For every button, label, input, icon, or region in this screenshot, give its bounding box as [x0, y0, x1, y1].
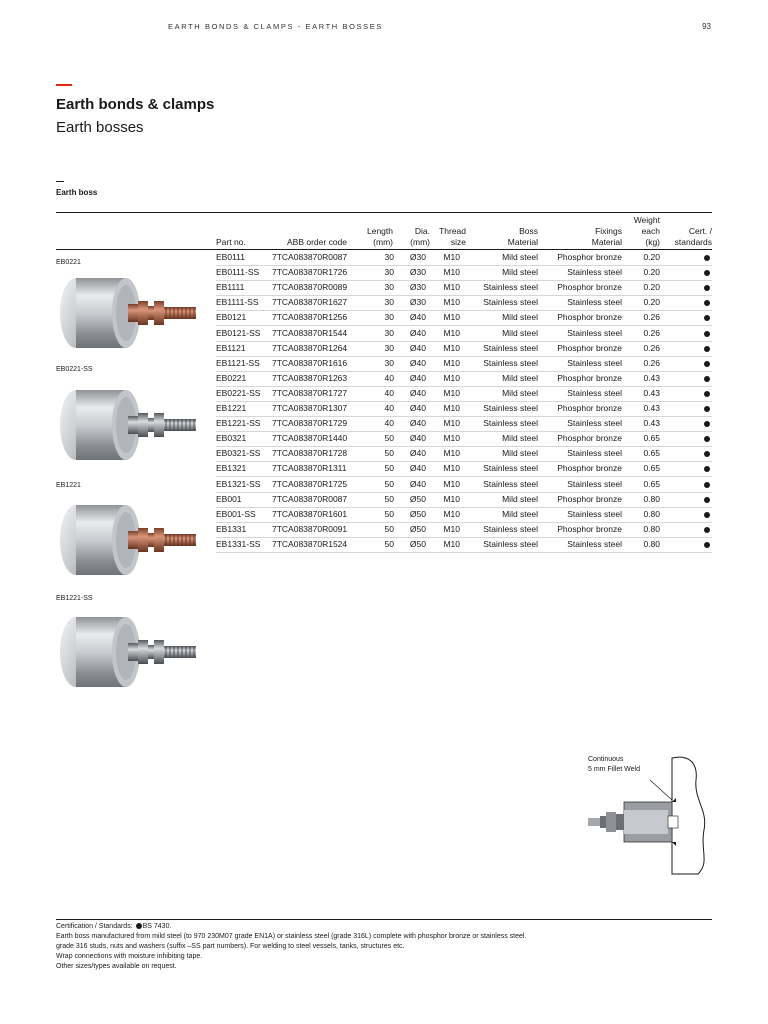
cell-fixings-material: Phosphor bronze	[557, 252, 622, 262]
cell-abb-order-code: 7TCA083870R1544	[272, 327, 348, 338]
cell-abb-order-code: 7TCA083870R0089	[272, 282, 348, 293]
section-dash	[56, 181, 64, 182]
cert-dot-icon	[704, 361, 712, 367]
cert-dot-icon	[704, 406, 712, 412]
earth-boss-bronze-image	[54, 268, 204, 358]
cert-dot-icon	[704, 285, 712, 291]
table-row	[216, 492, 712, 508]
cell-part-no: EB1331-SS	[216, 538, 261, 549]
footer-line: Earth boss manufactured from mild steel (to 970 230M07 grade EN1A) or stainless steel (grade 316L) complete with phosphor bronze or stainless steel.	[56, 933, 527, 940]
cell-part-no: EB0121	[216, 312, 247, 323]
cell-thread-size: M10	[443, 508, 460, 519]
cell-fixings-material: Phosphor bronze	[557, 342, 622, 353]
table-row	[216, 522, 712, 538]
cell-thread-size: M10	[443, 403, 460, 413]
cell-boss-material: Stainless steel	[483, 282, 538, 293]
cell-diameter: Ø50	[409, 508, 426, 519]
cell-part-no: EB0221-SS	[216, 387, 261, 398]
cell-weight: 0.43	[643, 387, 660, 398]
cert-dot-icon	[704, 527, 712, 533]
cell-thread-size: M10	[443, 493, 460, 504]
cell-weight: 0.80	[643, 508, 660, 519]
cell-weight: 0.26	[643, 357, 660, 368]
cell-abb-order-code: 7TCA083870R1307	[272, 403, 348, 413]
cell-fixings-material: Stainless steel	[567, 508, 622, 519]
cell-fixings-material: Phosphor bronze	[557, 282, 622, 293]
header-thread-2: size	[450, 237, 466, 247]
table-row	[216, 326, 712, 342]
cell-thread-size: M10	[443, 312, 460, 323]
cell-diameter: Ø40	[409, 433, 426, 444]
cell-weight: 0.43	[643, 418, 660, 429]
cell-thread-size: M10	[443, 418, 460, 429]
cell-length: 50	[384, 478, 394, 489]
cell-boss-material: Mild steel	[502, 372, 538, 383]
cell-diameter: Ø30	[409, 282, 426, 293]
cell-thread-size: M10	[443, 448, 460, 459]
cell-fixings-material: Phosphor bronze	[557, 523, 622, 534]
cell-weight: 0.20	[643, 282, 660, 293]
table-row	[216, 310, 712, 326]
cell-weight: 0.65	[643, 463, 660, 474]
cell-thread-size: M10	[443, 387, 460, 398]
cert-dot-icon	[704, 482, 712, 488]
cell-fixings-material: Stainless steel	[567, 478, 622, 489]
cert-dot-icon	[704, 542, 712, 548]
cell-part-no: EB1321-SS	[216, 478, 261, 489]
cell-length: 30	[384, 342, 394, 353]
table-row	[216, 446, 712, 462]
running-header: EARTH BONDS & CLAMPS - EARTH BOSSES	[168, 22, 383, 31]
cell-diameter: Ø40	[409, 357, 426, 368]
cell-length: 30	[384, 327, 394, 338]
cell-weight: 0.26	[643, 312, 660, 323]
cell-fixings-material: Phosphor bronze	[557, 493, 622, 504]
table-row	[216, 386, 712, 402]
cell-length: 30	[384, 252, 394, 262]
cell-boss-material: Stainless steel	[483, 297, 538, 308]
table-row	[216, 477, 712, 493]
cell-length: 40	[384, 372, 394, 383]
product-label: EB0221-SS	[56, 366, 93, 373]
cell-thread-size: M10	[443, 357, 460, 368]
cell-part-no: EB0111-SS	[216, 267, 260, 278]
cell-weight: 0.80	[643, 493, 660, 504]
cell-boss-material: Stainless steel	[483, 523, 538, 534]
cell-boss-material: Mild steel	[502, 493, 538, 504]
cell-length: 40	[384, 403, 394, 413]
cell-part-no: EB1221-SS	[216, 418, 261, 429]
cell-abb-order-code: 7TCA083870R1728	[272, 448, 348, 459]
cell-length: 30	[384, 267, 394, 278]
earth-boss-steel-image	[54, 380, 204, 470]
cell-weight: 0.43	[643, 372, 660, 383]
weld-label-line1: Continuous	[588, 756, 624, 763]
table-row	[216, 295, 712, 311]
cell-fixings-material: Phosphor bronze	[557, 463, 622, 474]
cert-dot-icon	[704, 512, 712, 518]
section-title: Earth boss	[56, 188, 98, 197]
cell-thread-size: M10	[443, 523, 460, 534]
footer-line: grade 316 studs, nuts and washers (suffix –SS part numbers). For welding to steel vessels, tanks, structures etc.	[56, 943, 405, 950]
cell-weight: 0.20	[643, 267, 660, 278]
cert-dot-icon	[704, 436, 712, 442]
cell-thread-size: M10	[443, 433, 460, 444]
cell-boss-material: Stainless steel	[483, 418, 538, 429]
cell-diameter: Ø40	[409, 403, 426, 413]
header-fixings-1: Fixings	[595, 226, 622, 236]
cell-part-no: EB0321	[216, 433, 247, 444]
cell-fixings-material: Phosphor bronze	[557, 433, 622, 444]
product-label: EB1221-SS	[56, 595, 93, 602]
cell-abb-order-code: 7TCA083870R0091	[272, 523, 348, 534]
header-cert-1: Cert. /	[688, 226, 712, 236]
accent-bar	[56, 84, 72, 86]
cell-part-no: EB001-SS	[216, 508, 256, 519]
cell-diameter: Ø40	[409, 372, 426, 383]
cell-thread-size: M10	[443, 252, 460, 262]
cert-dot-icon	[704, 255, 712, 261]
cert-dot-icon	[704, 451, 712, 457]
cell-abb-order-code: 7TCA083870R1440	[272, 433, 348, 444]
cell-part-no: EB0321-SS	[216, 448, 261, 459]
cell-diameter: Ø50	[409, 493, 426, 504]
cell-part-no: EB1221	[216, 403, 247, 413]
cell-thread-size: M10	[443, 282, 460, 293]
header-length-1: Length	[367, 226, 393, 236]
cell-part-no: EB0111	[216, 252, 245, 262]
cell-thread-size: M10	[443, 478, 460, 489]
cert-dot-icon	[704, 391, 712, 397]
table-row	[216, 265, 712, 281]
cell-length: 50	[384, 463, 394, 474]
cell-abb-order-code: 7TCA083870R1263	[272, 372, 348, 383]
header-boss-1: Boss	[519, 226, 538, 236]
cell-thread-size: M10	[443, 538, 460, 549]
cell-weight: 0.80	[643, 538, 660, 549]
cell-length: 50	[384, 523, 394, 534]
cell-weight: 0.80	[643, 523, 660, 534]
cell-boss-material: Mild steel	[502, 252, 538, 262]
cell-length: 50	[384, 448, 394, 459]
page-number: 93	[702, 22, 711, 31]
cell-fixings-material: Stainless steel	[567, 387, 622, 398]
cell-boss-material: Stainless steel	[483, 463, 538, 474]
cell-length: 50	[384, 493, 394, 504]
weld-label-line2: 5 mm Fillet Weld	[588, 766, 640, 773]
cell-diameter: Ø40	[409, 463, 426, 474]
cell-abb-order-code: 7TCA083870R1726	[272, 267, 348, 278]
cell-boss-material: Mild steel	[502, 433, 538, 444]
header-weight-3: (kg)	[645, 237, 660, 247]
cert-dot-icon	[704, 331, 712, 337]
cell-boss-material: Mild steel	[502, 312, 538, 323]
cell-boss-material: Stainless steel	[483, 403, 538, 413]
cell-abb-order-code: 7TCA083870R1627	[272, 297, 348, 308]
table-row	[216, 537, 712, 553]
header-length-2: (mm)	[373, 237, 393, 247]
table-row	[216, 280, 712, 296]
cell-diameter: Ø40	[409, 418, 426, 429]
footer-cert	[56, 923, 171, 930]
cell-abb-order-code: 7TCA083870R1256	[272, 312, 348, 323]
cell-diameter: Ø30	[409, 297, 426, 308]
cert-dot-icon	[704, 346, 712, 352]
cell-abb-order-code: 7TCA083870R1727	[272, 387, 348, 398]
cell-weight: 0.65	[643, 448, 660, 459]
table-row	[216, 416, 712, 432]
cell-part-no: EB1331	[216, 523, 247, 534]
cert-dot-icon	[704, 497, 712, 503]
cell-weight: 0.26	[643, 327, 660, 338]
cell-part-no: EB1321	[216, 463, 247, 474]
page-subtitle: Earth bosses	[56, 119, 144, 136]
cell-weight: 0.65	[643, 478, 660, 489]
cell-diameter: Ø40	[409, 327, 426, 338]
cell-part-no: EB0121-SS	[216, 327, 261, 338]
cell-boss-material: Mild steel	[502, 387, 538, 398]
cell-boss-material: Stainless steel	[483, 342, 538, 353]
header-fixings-2: Material	[591, 237, 622, 247]
header-part-no: Part no.	[216, 237, 246, 247]
product-label: EB1221	[56, 482, 81, 489]
cert-dot-icon	[704, 300, 712, 306]
cert-dot-icon	[704, 270, 712, 276]
cell-diameter: Ø40	[409, 312, 426, 323]
cell-diameter: Ø50	[409, 538, 426, 549]
cell-weight: 0.43	[643, 403, 660, 413]
cell-length: 30	[384, 297, 394, 308]
cell-diameter: Ø30	[409, 267, 426, 278]
cell-weight: 0.26	[643, 342, 660, 353]
cell-diameter: Ø40	[409, 478, 426, 489]
table-row	[216, 507, 712, 523]
weld-label	[588, 755, 640, 775]
cell-length: 50	[384, 508, 394, 519]
cell-weight: 0.20	[643, 252, 660, 262]
footer-rule	[56, 919, 712, 920]
table-top-rule	[56, 212, 712, 213]
product-label: EB0221	[56, 259, 81, 266]
header-abb-order-code: ABB order code	[287, 237, 348, 247]
earth-boss-bronze-image	[54, 495, 204, 585]
cell-abb-order-code: 7TCA083870R1729	[272, 418, 348, 429]
footer-line: Other sizes/types available on request.	[56, 963, 177, 970]
table-row	[216, 461, 712, 477]
cell-diameter: Ø30	[409, 252, 426, 262]
cell-abb-order-code: 7TCA083870R0087	[272, 252, 348, 262]
table-row	[216, 431, 712, 447]
cell-abb-order-code: 7TCA083870R0087	[272, 493, 348, 504]
header-dia-1: Dia.	[414, 226, 430, 236]
cell-part-no: EB0221	[216, 372, 247, 383]
cell-thread-size: M10	[443, 372, 460, 383]
table-row	[216, 341, 712, 357]
cell-thread-size: M10	[443, 267, 460, 278]
cell-fixings-material: Stainless steel	[567, 538, 622, 549]
cell-abb-order-code: 7TCA083870R1524	[272, 538, 348, 549]
cell-boss-material: Stainless steel	[483, 357, 538, 368]
cell-thread-size: M10	[443, 297, 460, 308]
cell-diameter: Ø50	[409, 523, 426, 534]
cell-boss-material: Stainless steel	[483, 478, 538, 489]
cell-thread-size: M10	[443, 327, 460, 338]
cell-weight: 0.65	[643, 433, 660, 444]
cell-abb-order-code: 7TCA083870R1264	[272, 342, 348, 353]
cell-fixings-material: Stainless steel	[567, 357, 622, 368]
cell-fixings-material: Phosphor bronze	[557, 312, 622, 323]
cell-abb-order-code: 7TCA083870R1616	[272, 357, 348, 368]
table-row	[216, 250, 712, 266]
earth-boss-steel-image	[54, 607, 204, 697]
cell-part-no: EB1111-SS	[216, 297, 259, 308]
cell-diameter: Ø40	[409, 387, 426, 398]
cell-fixings-material: Stainless steel	[567, 297, 622, 308]
cell-length: 50	[384, 538, 394, 549]
cell-part-no: EB1111	[216, 282, 245, 293]
cert-dot-icon	[704, 376, 712, 382]
cert-dot-icon	[136, 923, 142, 929]
cell-boss-material: Stainless steel	[483, 538, 538, 549]
cell-length: 40	[384, 418, 394, 429]
header-dia-2: (mm)	[410, 237, 430, 247]
cell-weight: 0.20	[643, 297, 660, 308]
cell-thread-size: M10	[443, 342, 460, 353]
cell-part-no: EB001	[216, 493, 242, 504]
cell-fixings-material: Phosphor bronze	[557, 403, 622, 413]
cell-boss-material: Mild steel	[502, 267, 538, 278]
cell-part-no: EB1121	[216, 342, 246, 353]
cert-dot-icon	[704, 466, 712, 472]
header-weight-1: Weight	[633, 215, 660, 225]
footer-line: Wrap connections with moisture inhibiting tape.	[56, 953, 203, 960]
cell-fixings-material: Phosphor bronze	[557, 372, 622, 383]
table-row	[216, 371, 712, 387]
cell-fixings-material: Stainless steel	[567, 267, 622, 278]
cell-thread-size: M10	[443, 463, 460, 474]
cell-part-no: EB1121-SS	[216, 357, 260, 368]
cell-length: 30	[384, 357, 394, 368]
cell-boss-material: Mild steel	[502, 508, 538, 519]
cell-length: 30	[384, 282, 394, 293]
header-boss-2: Material	[507, 237, 538, 247]
table-row	[216, 356, 712, 372]
header-thread-1: Thread	[439, 226, 466, 236]
header-weight-2: each	[641, 226, 660, 236]
cell-abb-order-code: 7TCA083870R1725	[272, 478, 348, 489]
header-cert-2: standards	[674, 237, 712, 247]
cell-abb-order-code: 7TCA083870R1601	[272, 508, 348, 519]
cell-length: 50	[384, 433, 394, 444]
page-title: Earth bonds & clamps	[56, 96, 215, 113]
footer-cert-prefix: Certification / Standards:	[56, 923, 133, 930]
cell-fixings-material: Stainless steel	[567, 448, 622, 459]
cell-boss-material: Mild steel	[502, 327, 538, 338]
cell-diameter: Ø40	[409, 448, 426, 459]
cell-abb-order-code: 7TCA083870R1311	[272, 463, 347, 474]
cell-fixings-material: Stainless steel	[567, 327, 622, 338]
cell-length: 30	[384, 312, 394, 323]
cell-fixings-material: Stainless steel	[567, 418, 622, 429]
cert-dot-icon	[704, 421, 712, 427]
cert-dot-icon	[704, 315, 712, 321]
cell-length: 40	[384, 387, 394, 398]
table-row	[216, 401, 712, 417]
cell-diameter: Ø40	[409, 342, 426, 353]
cell-boss-material: Mild steel	[502, 448, 538, 459]
footer-cert-suffix: BS 7430.	[142, 923, 172, 930]
